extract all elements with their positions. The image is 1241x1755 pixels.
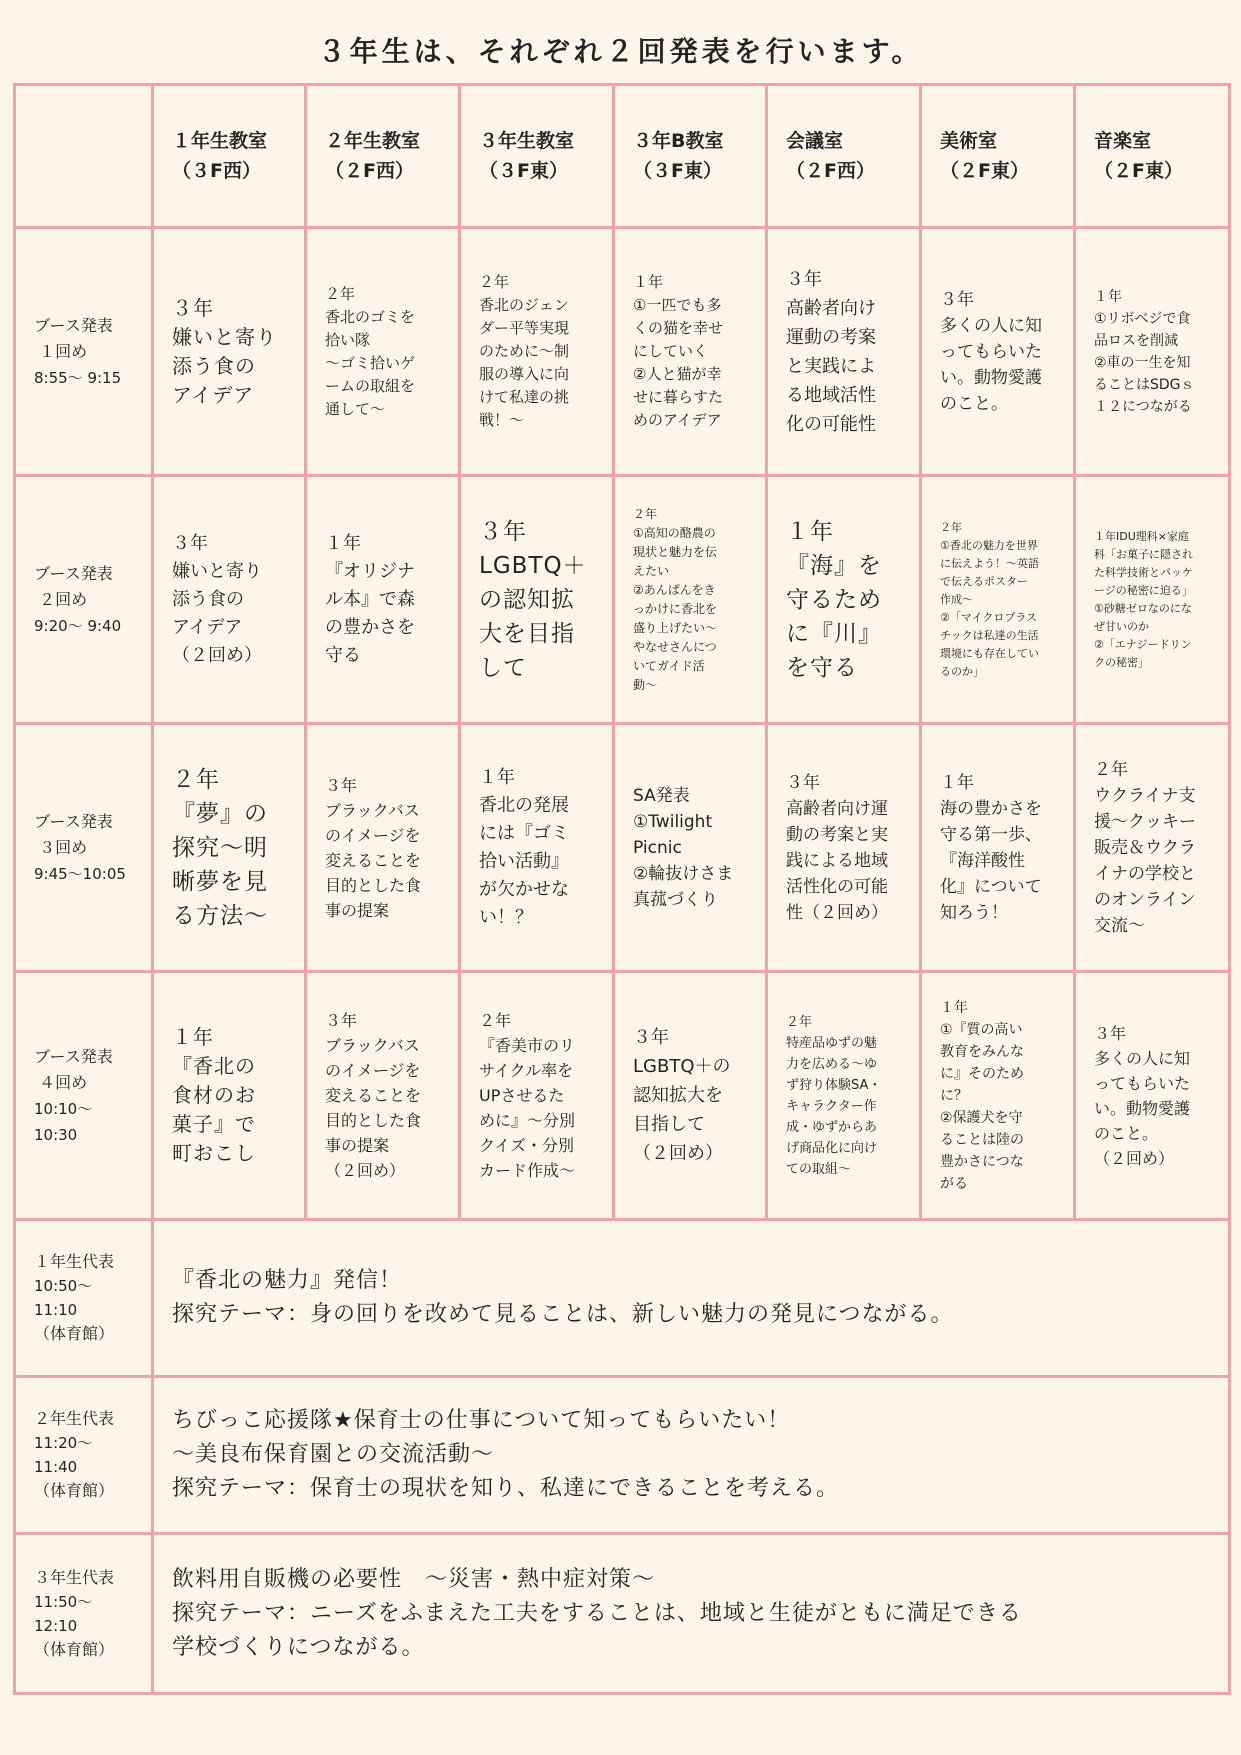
presentation-cell: ３年 LGBTQ＋ の認知拡 大を目指 して [460, 476, 614, 724]
representative-content: 飲料用自販機の必要性 〜災害・熱中症対策〜 探究テーマ：ニーズをふまえた工夫をすることは、地域と生徒がともに満足できる 学校づくりにつながる。 [153, 1534, 1230, 1694]
room-header: ３年生教室 （３F東） [460, 85, 614, 228]
presentation-cell: ２年 香北のジェン ダー平等実現 のために〜制 服の導入に向 けて私達の挑 戦！〜 [460, 228, 614, 476]
presentation-cell: ３年 高齢者向け 運動の考案 と実践によ る地域活性 化の可能性 [767, 228, 921, 476]
presentation-cell: １年IDU理科×家庭 科「お菓子に隠され た科学技術とパッケ ージの秘密に迫る」 ①砂糖ゼロなのにな ぜ甘いのか ②「エナジードリン クの秘密」 [1075, 476, 1230, 724]
session-label: ブース発表 ４回め 10:10〜10:30 [15, 972, 153, 1220]
presentation-cell: ２年 香北のゴミを 拾い隊 〜ゴミ拾いゲ ームの取組を 通して〜 [306, 228, 460, 476]
presentation-cell: １年 香北の発展 には『ゴミ 拾い活動』 が欠かせな い！？ [460, 724, 614, 972]
room-header: １年生教室 （３F西） [153, 85, 306, 228]
presentation-cell: ２年 ウクライナ支 援〜クッキー 販売＆ウクラ イナの学校と のオンライン 交流〜 [1075, 724, 1230, 972]
representative-row [15, 1377, 1230, 1534]
presentation-cell: ３年 多くの人に知 ってもらいた い。動物愛護 のこと。 [921, 228, 1075, 476]
representative-content: ちびっこ応援隊★保育士の仕事について知ってもらいたい！ 〜美良布保育園との交流活動〜 探究テーマ：保育士の現状を知り、私達にできることを考える。 [153, 1377, 1230, 1534]
corner-cell [15, 85, 153, 228]
session-label: ブース発表 ２回め 9:20〜 9:40 [15, 476, 153, 724]
presentation-cell: ３年 嫌いと寄り 添う食の アイデア [153, 228, 306, 476]
representative-label: ３年生代表 11:50〜12:10 （体育館） [15, 1534, 153, 1694]
presentation-cell: １年 『海』を 守るため に『川』 を守る [767, 476, 921, 724]
presentation-cell: ２年 『香美市のリ サイクル率を UPさせるた めに』〜分別 クイズ・分別 カード作成〜 [460, 972, 614, 1220]
presentation-cell: SA発表 ①Twilight Picnic ②輪抜けさま 真菰づくり [614, 724, 767, 972]
presentation-cell: ３年 嫌いと寄り 添う食の アイデア （２回め） [153, 476, 306, 724]
page-title: ３年生は、それぞれ２回発表を行います。 [317, 35, 924, 68]
room-header: 美術室 （２F東） [921, 85, 1075, 228]
presentation-cell: ２年 ①高知の酪農の 現状と魅力を伝 えたい ②あんぱんをき っかけに香北を 盛り上げたい〜 やなせさんにつ いてガイド活 動〜 [614, 476, 767, 724]
presentation-cell: ３年 高齢者向け運 動の考案と実 践による地域 活性化の可能 性（２回め） [767, 724, 921, 972]
presentation-cell: ２年 『夢』の 探究〜明 晰夢を見 る方法〜 [153, 724, 306, 972]
header-row [15, 85, 1230, 228]
room-header: 音楽室 （２F東） [1075, 85, 1230, 228]
presentation-cell: ３年 多くの人に知 ってもらいた い。動物愛護 のこと。 （２回め） [1075, 972, 1230, 1220]
presentation-cell: ３年 ブラックバス のイメージを 変えることを 目的とした食 事の提案 [306, 724, 460, 972]
presentation-cell: １年 ①リボベジで食 品ロスを削減 ②車の一生を知 ることはSDGｓ １２につながる [1075, 228, 1230, 476]
representative-label: ２年生代表 11:20〜11:40 （体育館） [15, 1377, 153, 1534]
room-header: ２年生教室 （２F西） [306, 85, 460, 228]
presentation-cell: １年 『香北の 食材のお 菓子』で 町おこし [153, 972, 306, 1220]
session-row [15, 724, 1230, 972]
session-row [15, 476, 1230, 724]
representative-content: 『香北の魅力』発信！ 探究テーマ：身の回りを改めて見ることは、新しい魅力の発見につながる。 [153, 1220, 1230, 1377]
representative-row [15, 1534, 1230, 1694]
room-header: 会議室 （２F西） [767, 85, 921, 228]
presentation-cell: １年 海の豊かさを 守る第一歩、 『海洋酸性 化』について 知ろう！ [921, 724, 1075, 972]
presentation-cell: ２年 ①香北の魅力を世界 に伝えよう！〜英語 で伝えるポスター 作成〜 ②「マイクロプラス チックは私達の生活 環境にも存在してい るのか」 [921, 476, 1075, 724]
presentation-cell: ３年 ブラックバス のイメージを 変えることを 目的とした食 事の提案 （２回め） [306, 972, 460, 1220]
session-label: ブース発表 １回め 8:55〜 9:15 [15, 228, 153, 476]
presentation-cell: １年 『オリジナ ル本』で森 の豊かさを 守る [306, 476, 460, 724]
session-row [15, 972, 1230, 1220]
presentation-cell: １年 ①『質の高い 教育をみんな に』そのため に？ ②保護犬を守 ることは陸の 豊かさにつな がる [921, 972, 1075, 1220]
room-header: ３年B教室 （３F東） [614, 85, 767, 228]
session-row [15, 228, 1230, 476]
schedule-table [13, 83, 1231, 1695]
representative-row [15, 1220, 1230, 1377]
session-label: ブース発表 ３回め 9:45〜10:05 [15, 724, 153, 972]
presentation-cell: ３年 LGBTQ＋の 認知拡大を 目指して （２回め） [614, 972, 767, 1220]
presentation-cell: １年 ①一匹でも多 くの猫を幸せ にしていく ②人と猫が幸 せに暮らすた めのアイデア [614, 228, 767, 476]
presentation-cell: ２年 特産品ゆずの魅 力を広める〜ゆ ず狩り体験SA・ キャラクター作 成・ゆずからあ げ商品化に向け ての取組〜 [767, 972, 921, 1220]
representative-label: １年生代表 10:50〜11:10 （体育館） [15, 1220, 153, 1377]
